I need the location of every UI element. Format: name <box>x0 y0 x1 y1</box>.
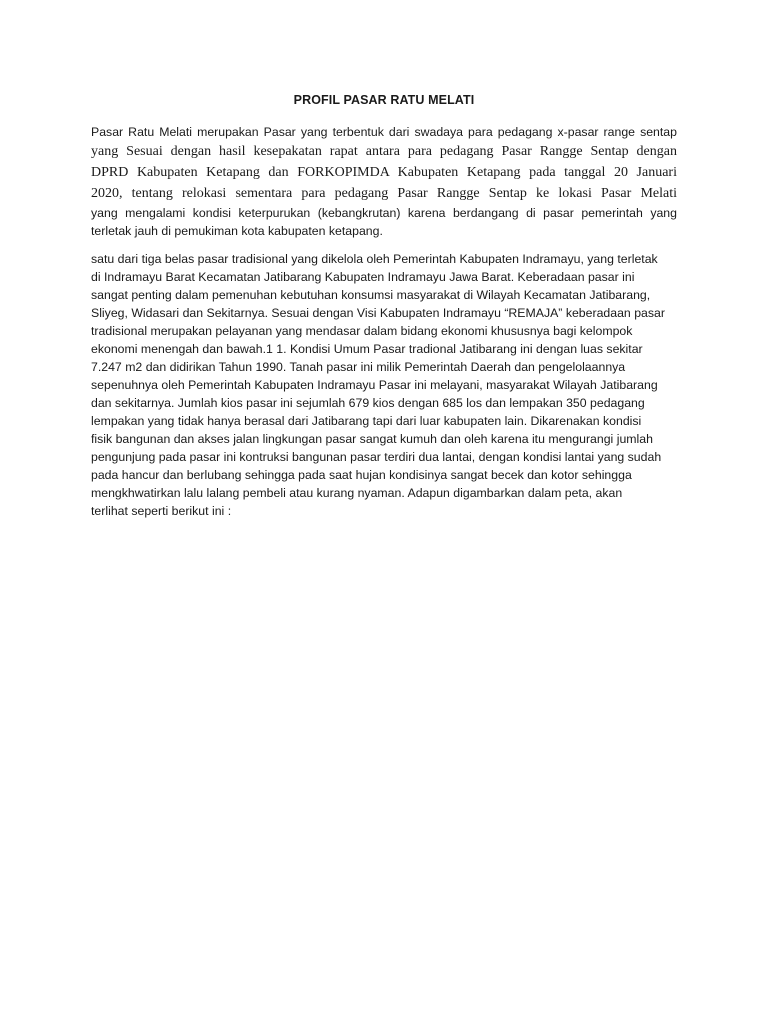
paragraph-line: DPRD Kabupaten Ketapang dan FORKOPIMDA Kabupaten Ketapang pada tanggal 20 Januari <box>91 165 677 180</box>
paragraph-line: Sliyeg, Widasari dan Sekitarnya. Sesuai dengan Visi Kabupaten Indramayu “REMAJA” keberadaan pasar <box>91 306 665 320</box>
paragraph-line: 2020, tentang relokasi sementara para pedagang Pasar Rangge Sentap ke lokasi Pasar Melati <box>91 186 677 201</box>
paragraph-line: di Indramayu Barat Kecamatan Jatibarang Kabupaten Indramayu Jawa Barat. Keberadaan pasar ini <box>91 270 635 284</box>
paragraph-line: pada hancur dan berlubang sehingga pada saat hujan kondisinya sangat becek dan kotor sehingga <box>91 468 632 482</box>
paragraph-line: satu dari tiga belas pasar tradisional yang dikelola oleh Pemerintah Kabupaten Indramayu, yang terletak <box>91 252 658 266</box>
paragraph-line: terletak jauh di pemukiman kota kabupaten ketapang. <box>91 224 383 238</box>
paragraph-line: ekonomi menengah dan bawah.1 1. Kondisi Umum Pasar tradional Jatibarang ini dengan luas sekitar <box>91 342 643 356</box>
paragraph-line: tradisional merupakan pelayanan yang mendasar dalam bidang ekonomi khususnya bagi kelompok <box>91 324 633 338</box>
paragraph-line: Pasar Ratu Melati merupakan Pasar yang terbentuk dari swadaya para pedagang x-pasar range sentap <box>91 125 677 139</box>
paragraph-line: pengunjung pada pasar ini kontruksi bangunan pasar terdiri dua lantai, dengan kondisi lantai yang sudah <box>91 450 662 464</box>
paragraph-line: fisik bangunan dan akses jalan lingkungan pasar sangat kumuh dan oleh karena itu mengurangi jumlah <box>91 432 653 446</box>
paragraph-line: yang mengalami kondisi keterpurukan (kebangkrutan) karena berdangang di pasar pemerintah yang <box>91 206 677 220</box>
paragraph-line: sepenuhnya oleh Pemerintah Kabupaten Indramayu Pasar ini melayani, masyarakat Wilayah Jatibarang <box>91 378 658 392</box>
paragraph-line: lempakan yang tidak hanya berasal dari Jatibarang tapi dari luar kabupaten lain. Dikarenakan kondisi <box>91 414 642 428</box>
paragraph-market-profile <box>91 250 677 520</box>
paragraph-line: terlihat seperti berikut ini : <box>91 504 232 518</box>
paragraph-line: 7.247 m2 dan didirikan Tahun 1990. Tanah pasar ini milik Pemerintah Daerah dan pengelolaannya <box>91 360 626 374</box>
paragraph-line: yang Sesuai dengan hasil kesepakatan rapat antara para pedagang Pasar Rangge Sentap dengan <box>91 144 677 159</box>
paragraph-relocation <box>91 123 677 240</box>
paragraph-line: sangat penting dalam pemenuhan kebutuhan konsumsi masyarakat di Wilayah Kecamatan Jatibarang, <box>91 288 651 302</box>
document-title: PROFIL PASAR RATU MELATI <box>293 93 475 107</box>
paragraph-line: mengkhwatirkan lalu lalang pembeli atau kurang nyaman. Adapun digambarkan dalam peta, akan <box>91 486 623 500</box>
paragraph-line: dan sekitarnya. Jumlah kios pasar ini sejumlah 679 kios dengan 685 los dan lempakan 350 pedagang <box>91 396 645 410</box>
